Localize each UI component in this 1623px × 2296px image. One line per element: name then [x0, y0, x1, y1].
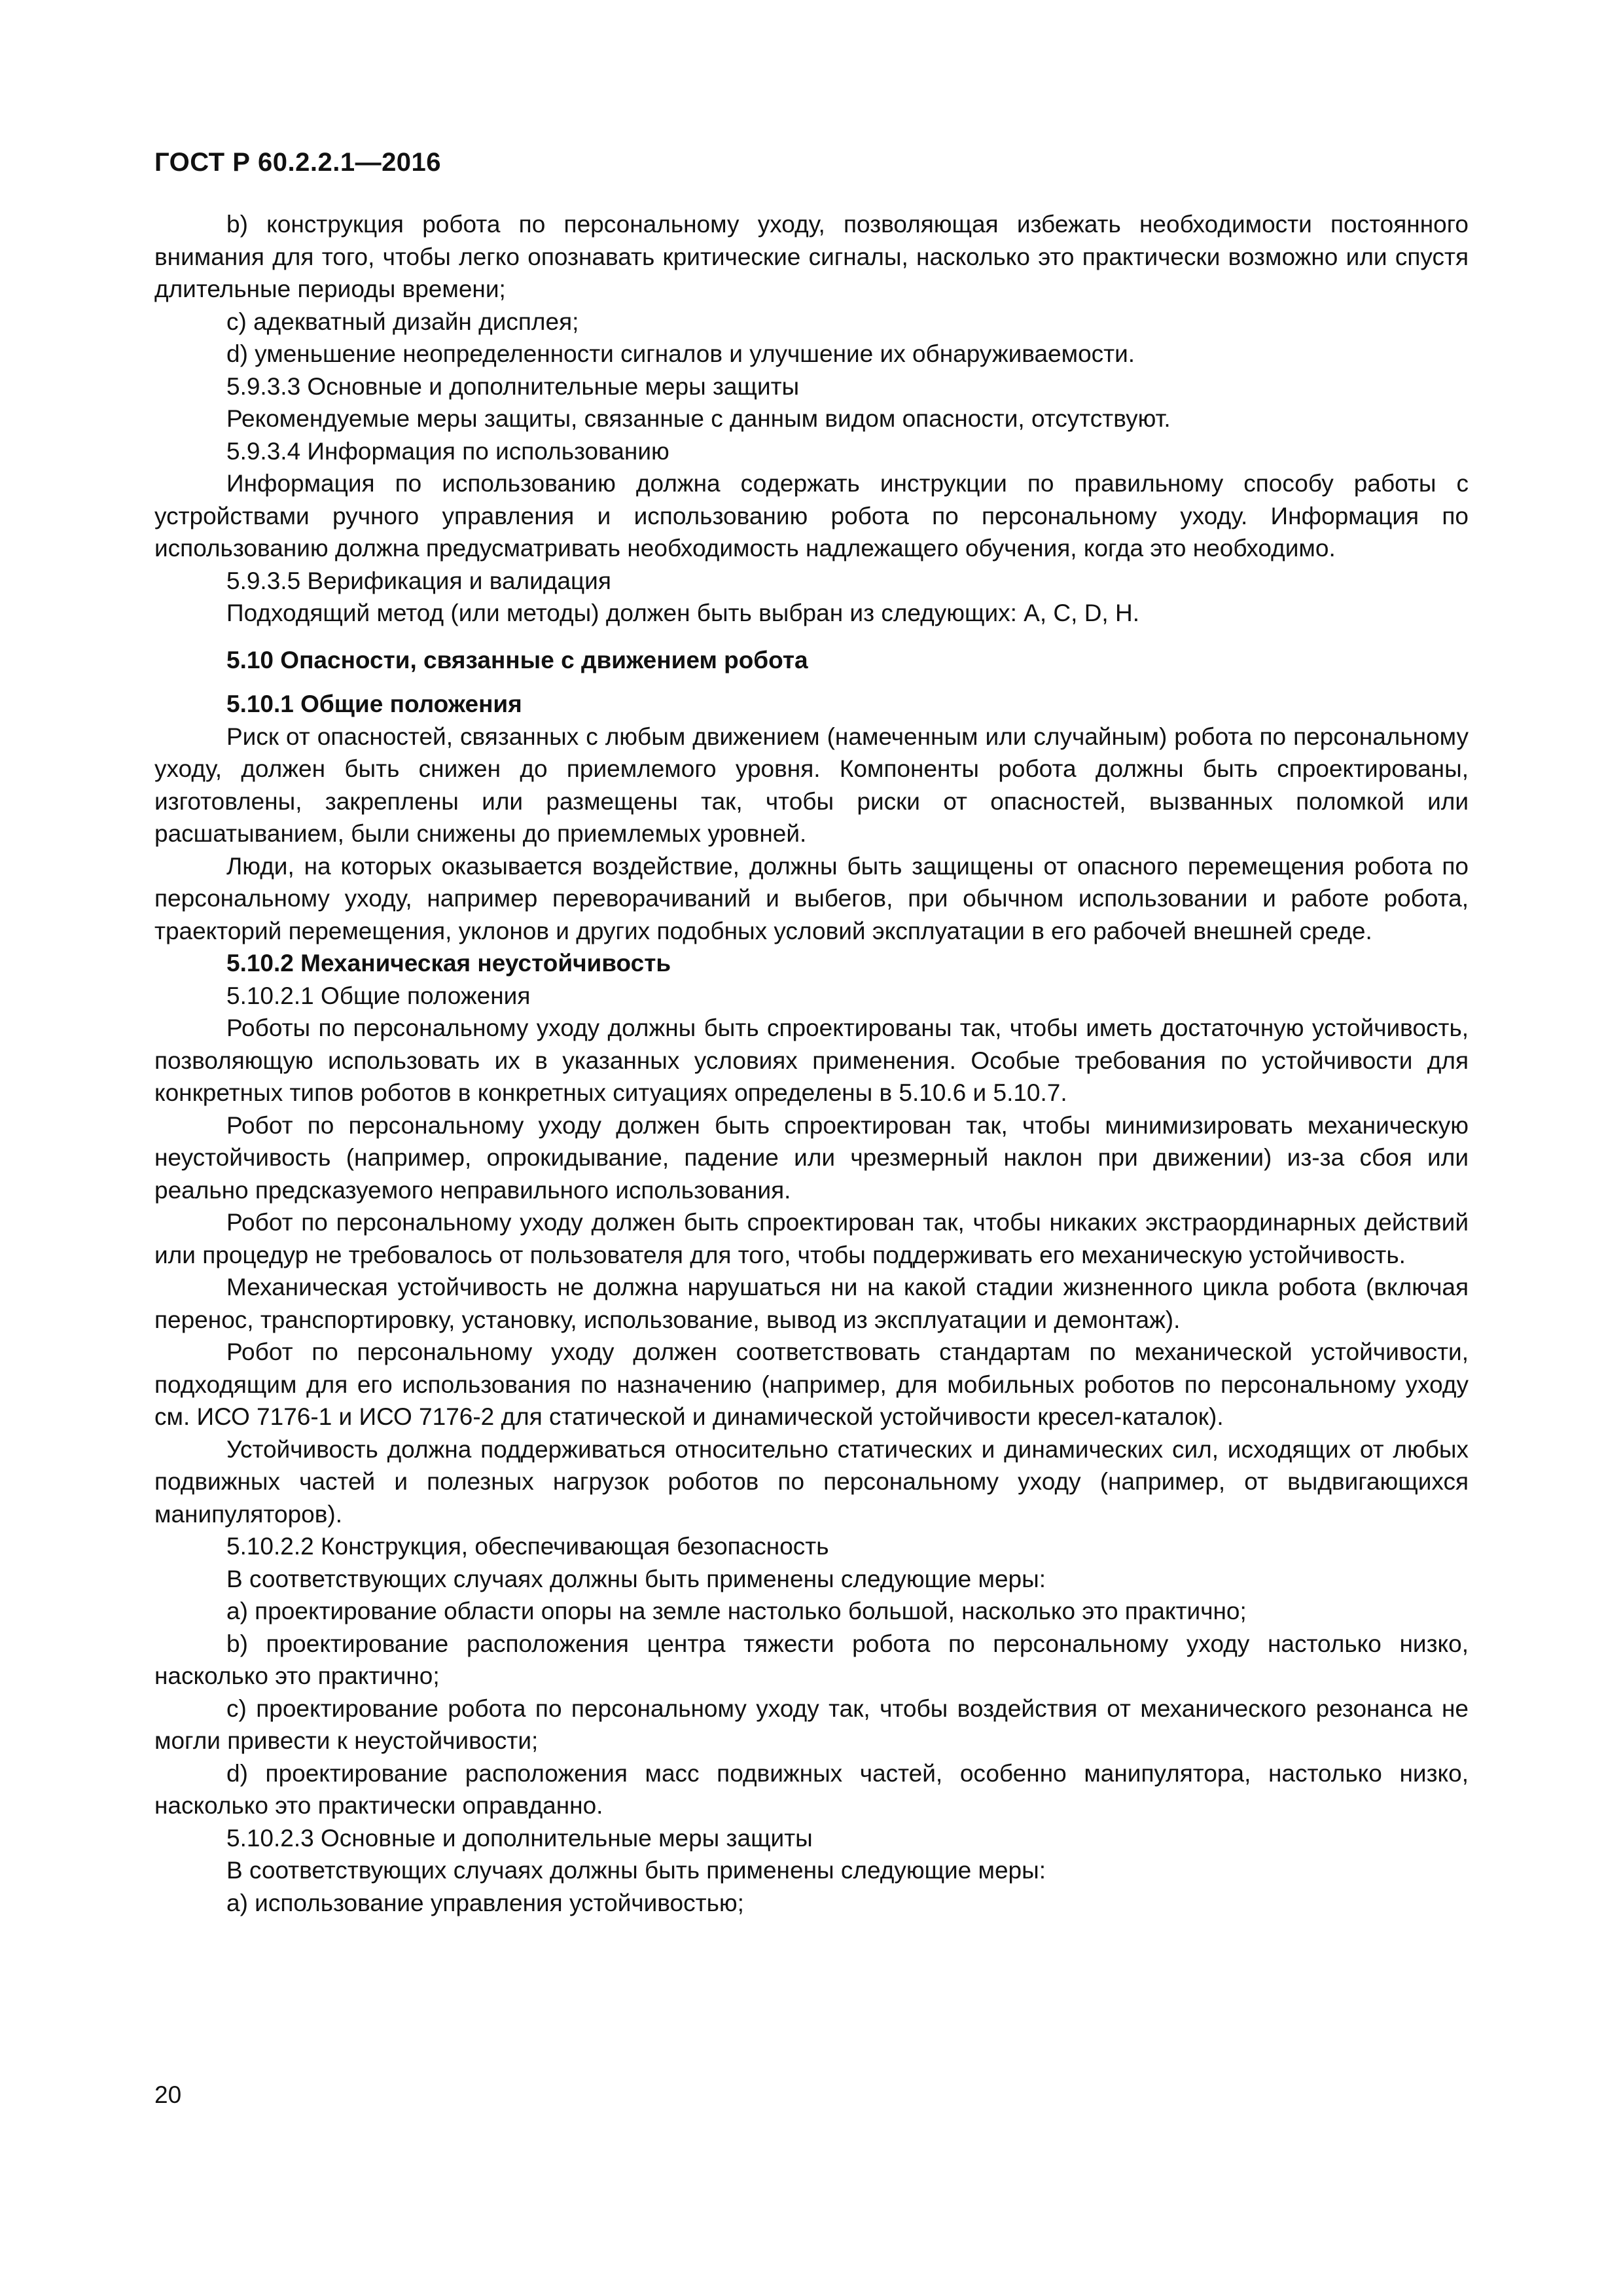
document-body: [154, 208, 1469, 1919]
list-item-b: b) конструкция робота по персональному уходу, позволяющая избежать необходимости постоянного внимания для того, чтобы легко опознавать критические сигналы, насколько это практически возможно или спустя длительные периоды времени;: [154, 211, 1469, 302]
clause-5-10-2-3-title: 5.10.2.3 Основные и дополнительные меры защиты: [226, 1824, 813, 1852]
clause-5-10-2-1-title: 5.10.2.1 Общие положения: [226, 982, 531, 1009]
body-paragraph: Робот по персональному уходу должен соответствовать стандартам по механической устойчивости, подходящим для его использования по назначению (например, для мобильных роботов по персональному уходу см. ИСО 7176-1 и ИСО 7176-2 для статической и динамической устойчивости кресел-каталок).: [154, 1338, 1469, 1430]
section-5-10-1-heading: 5.10.1 Общие положения: [226, 691, 522, 717]
document-header: ГОСТ Р 60.2.2.1—2016: [154, 148, 442, 177]
clause-5-9-3-4-title: 5.9.3.4 Информация по использованию: [226, 437, 669, 465]
list-item-a: a) использование управления устойчивостью;: [226, 1889, 744, 1916]
body-paragraph: Информация по использованию должна содержать инструкции по правильному способу работы с устройствами ручного управления и использованию робота по персональному уходу. Информация по использованию должна предусматривать необходимость надлежащего обучения, когда это необходимо.: [154, 470, 1469, 562]
clause-5-9-3-5-title: 5.9.3.5 Верификация и валидация: [226, 567, 611, 594]
clause-5-10-2-2-title: 5.10.2.2 Конструкция, обеспечивающая безопасность: [226, 1533, 829, 1560]
body-paragraph: Люди, на которых оказывается воздействие, должны быть защищены от опасного перемещения робота по персональному уходу, например переворачиваний и выбегов, при обычном использовании и работе робота, траекторий перемещения, уклонов и других подобных условий эксплуатации в его рабочей внешней среде.: [154, 852, 1469, 944]
body-paragraph: Подходящий метод (или методы) должен быть выбран из следующих: A, C, D, H.: [226, 600, 1139, 626]
list-item-c: c) адекватный дизайн дисплея;: [226, 308, 579, 335]
list-item-b: b) проектирование расположения центра тяжести робота по персональному уходу настолько низко, насколько это практично;: [154, 1630, 1469, 1689]
page-number: 20: [154, 2081, 182, 2108]
body-paragraph: Рекомендуемые меры защиты, связанные с данным видом опасности, отсутствуют.: [226, 405, 1171, 432]
body-paragraph: Устойчивость должна поддерживаться относительно статических и динамических сил, исходящих от любых подвижных частей и полезных нагрузок роботов по персональному уходу (например, от выдвигающихся манипуляторов).: [154, 1435, 1469, 1528]
body-paragraph: Робот по персональному уходу должен быть спроектирован так, чтобы никаких экстраординарных действий или процедур не требовалось от пользователя для того, чтобы поддерживать его механическую устойчивость.: [154, 1209, 1469, 1268]
list-item-a: a) проектирование области опоры на земле настолько большой, насколько это практично;: [226, 1598, 1247, 1624]
body-paragraph: В соответствующих случаях должны быть применены следующие меры:: [226, 1565, 1046, 1592]
body-paragraph: Робот по персональному уходу должен быть спроектирован так, чтобы минимизировать механическую неустойчивость (например, опрокидывание, падение или чрезмерный наклон при движении) из-за сбоя или реально предсказуемого неправильного использования.: [154, 1111, 1469, 1204]
list-item-d: d) уменьшение неопределенности сигналов и улучшение их обнаруживаемости.: [226, 340, 1135, 367]
section-5-10-heading: 5.10 Опасности, связанные с движением робота: [226, 646, 808, 673]
body-paragraph: Роботы по персональному уходу должны быть спроектированы так, чтобы иметь достаточную устойчивость, позволяющую использовать их в указанных условиях применения. Особые требования по устойчивости для конкретных типов роботов в конкретных ситуациях определены в 5.10.6 и 5.10.7.: [154, 1014, 1469, 1106]
list-item-d: d) проектирование расположения масс подвижных частей, особенно манипулятора, настолько низко, насколько это практически оправданно.: [154, 1759, 1469, 1819]
list-item-c: c) проектирование робота по персональному уходу так, чтобы воздействия от механического резонанса не могли привести к неустойчивости;: [154, 1695, 1469, 1754]
body-paragraph: Механическая устойчивость не должна нарушаться ни на какой стадии жизненного цикла робота (включая перенос, транспортировку, установку, использование, вывод из эксплуатации и демонтаж).: [154, 1274, 1469, 1333]
body-paragraph: Риск от опасностей, связанных с любым движением (намеченным или случайным) робота по персональному уходу, должен быть снижен до приемлемого уровня. Компоненты робота должны быть спроектированы, изготовлены, закреплены или размещены так, чтобы риски от опасностей, вызванных поломкой или расшатыванием, были снижены до приемлемых уровней.: [154, 723, 1469, 847]
section-5-10-2-heading: 5.10.2 Механическая неустойчивость: [226, 950, 671, 977]
clause-5-9-3-3-title: 5.9.3.3 Основные и дополнительные меры защиты: [226, 372, 800, 400]
body-paragraph: В соответствующих случаях должны быть применены следующие меры:: [226, 1857, 1046, 1884]
